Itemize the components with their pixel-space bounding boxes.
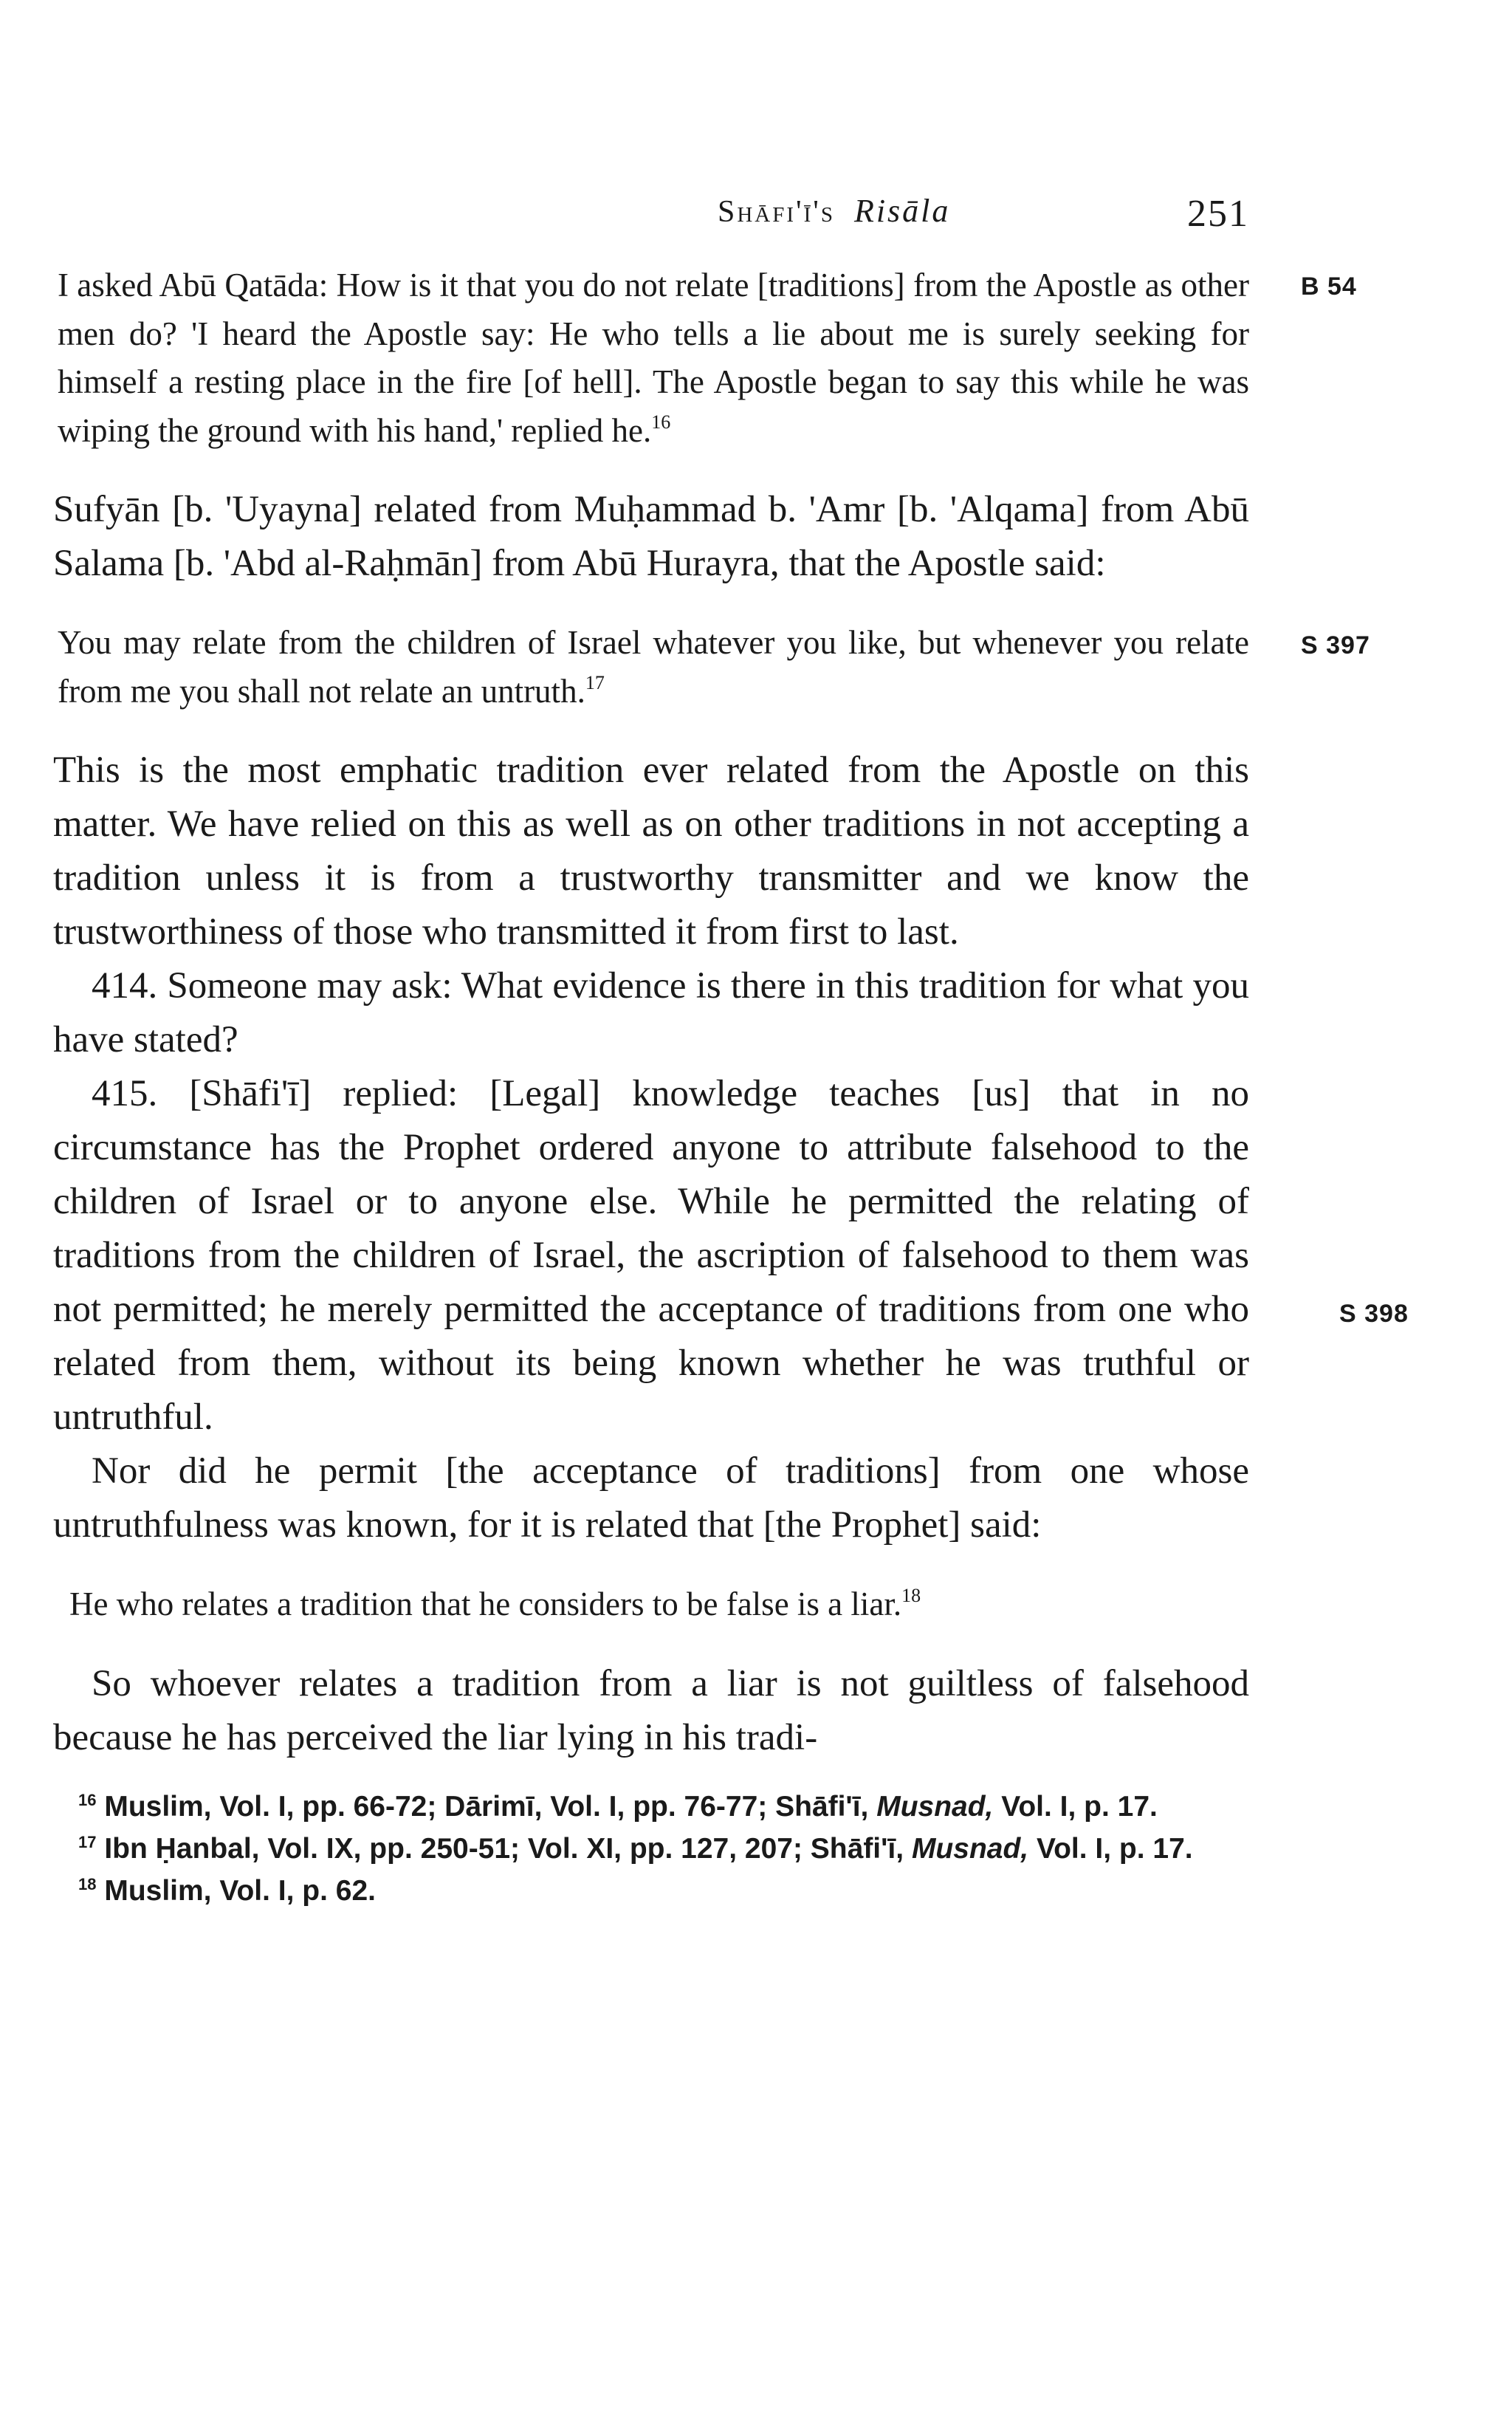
quote-abu-qatada (53, 261, 1357, 455)
footnote-marker-17: 17 (585, 671, 605, 693)
paragraph-whoever-relates (53, 1657, 1249, 1765)
footnote-16-number: 16 (78, 1790, 97, 1809)
margin-ref-s398: S 398 (1339, 1300, 1409, 1328)
footnote-17-number: 17 (78, 1832, 97, 1851)
paragraph-sufyan (53, 483, 1249, 591)
footnote-17-tail: Vol. I, p. 17. (1028, 1832, 1193, 1865)
running-head (718, 192, 950, 230)
quote-children-of-israel (53, 619, 1370, 716)
quote-liar (53, 1580, 1249, 1629)
paragraph-sufyan-text: Sufyān [b. 'Uyayna] related from Muḥammad b. 'Amr [b. 'Alqama] from Abū Salama [b. 'Abd al-Raḥmān] from Abū Hurayra, that the Apostle said: (53, 489, 1249, 584)
footnote-16-text: Muslim, Vol. I, pp. 66-72; Dārimī, Vol. I, pp. 76-77; Shāfi'ī, (104, 1790, 877, 1823)
footnote-16-tail: Vol. I, p. 17. (993, 1790, 1158, 1823)
paragraph-nor-did-he (53, 1444, 1249, 1552)
footnote-marker-16: 16 (651, 411, 671, 433)
footnote-16-work: Musnad, (876, 1790, 994, 1823)
quote-abu-qatada-text: I asked Abū Qatāda: How is it that you do not relate [traditions] from the Apostle as other men do? 'I heard the Apostle say: He who tells a lie about me is surely seeking for himself a resting place in the fire [of hell]. The Apostle began to say this while he was wiping the ground with his hand,' replied he. (58, 267, 1249, 449)
paragraph-whoever-relates-text: So whoever relates a tradition from a liar is not guiltless of falsehood because he has perceived the liar lying in his tradi- (53, 1662, 1249, 1758)
page-header (53, 192, 1249, 258)
book-page (53, 192, 1409, 1912)
paragraph-414-text: 414. Someone may ask: What evidence is there in this tradition for what you have stated? (53, 965, 1249, 1060)
running-head-author: Shāfi'ī's (718, 195, 835, 229)
paragraph-emphatic-tradition-text: This is the most emphatic tradition ever related from the Apostle on this matter. We have relied on this as well as on other traditions in not accepting a tradition unless it is from a trustworthy transmitter and we know the trustworthiness of those who transmitted it from first to last. (53, 750, 1249, 953)
footnotes (53, 1786, 1249, 1912)
quote-liar-text: He who relates a tradition that he considers to be false is a liar. (69, 1585, 902, 1622)
footnote-marker-18: 18 (901, 1585, 921, 1606)
paragraph-415-text: 415. [Shāfi'ī] replied: [Legal] knowledge teaches [us] that in no circumstance has the Prophet ordered anyone to attribute falsehood to the children of Israel or to anyone else. While he permitted the relating of traditions from the children of Israel, the ascription of falsehood to them was not permitted; he merely permitted the acceptance of traditions from one who related from them, without its being known whether he was truthful or untruthful. (53, 1073, 1249, 1438)
quote-children-of-israel-text: You may relate from the children of Israel whatever you like, but whenever you relate from me you shall not relate an untruth. (58, 624, 1249, 710)
running-head-title: Risāla (853, 193, 951, 229)
footnote-17-work: Musnad, (911, 1832, 1029, 1865)
footnote-16 (53, 1786, 1249, 1828)
paragraph-414 (53, 959, 1249, 1067)
footnote-18-text: Muslim, Vol. I, p. 62. (104, 1874, 377, 1907)
paragraph-emphatic-tradition (53, 744, 1249, 959)
margin-ref-b54: B 54 (1301, 272, 1357, 301)
paragraph-nor-did-he-text: Nor did he permit [the acceptance of traditions] from one whose untruthfulness was known, for it is related that [the Prophet] said: (53, 1450, 1249, 1546)
footnote-17 (53, 1828, 1249, 1870)
footnote-18 (53, 1870, 1249, 1912)
page-number: 251 (1187, 193, 1249, 235)
margin-ref-s397: S 397 (1301, 631, 1370, 659)
footnote-18-number: 18 (78, 1874, 97, 1893)
footnote-17-text: Ibn Ḥanbal, Vol. IX, pp. 250-51; Vol. XI, pp. 127, 207; Shāfi'ī, (104, 1832, 912, 1865)
paragraph-415 (53, 1067, 1409, 1444)
